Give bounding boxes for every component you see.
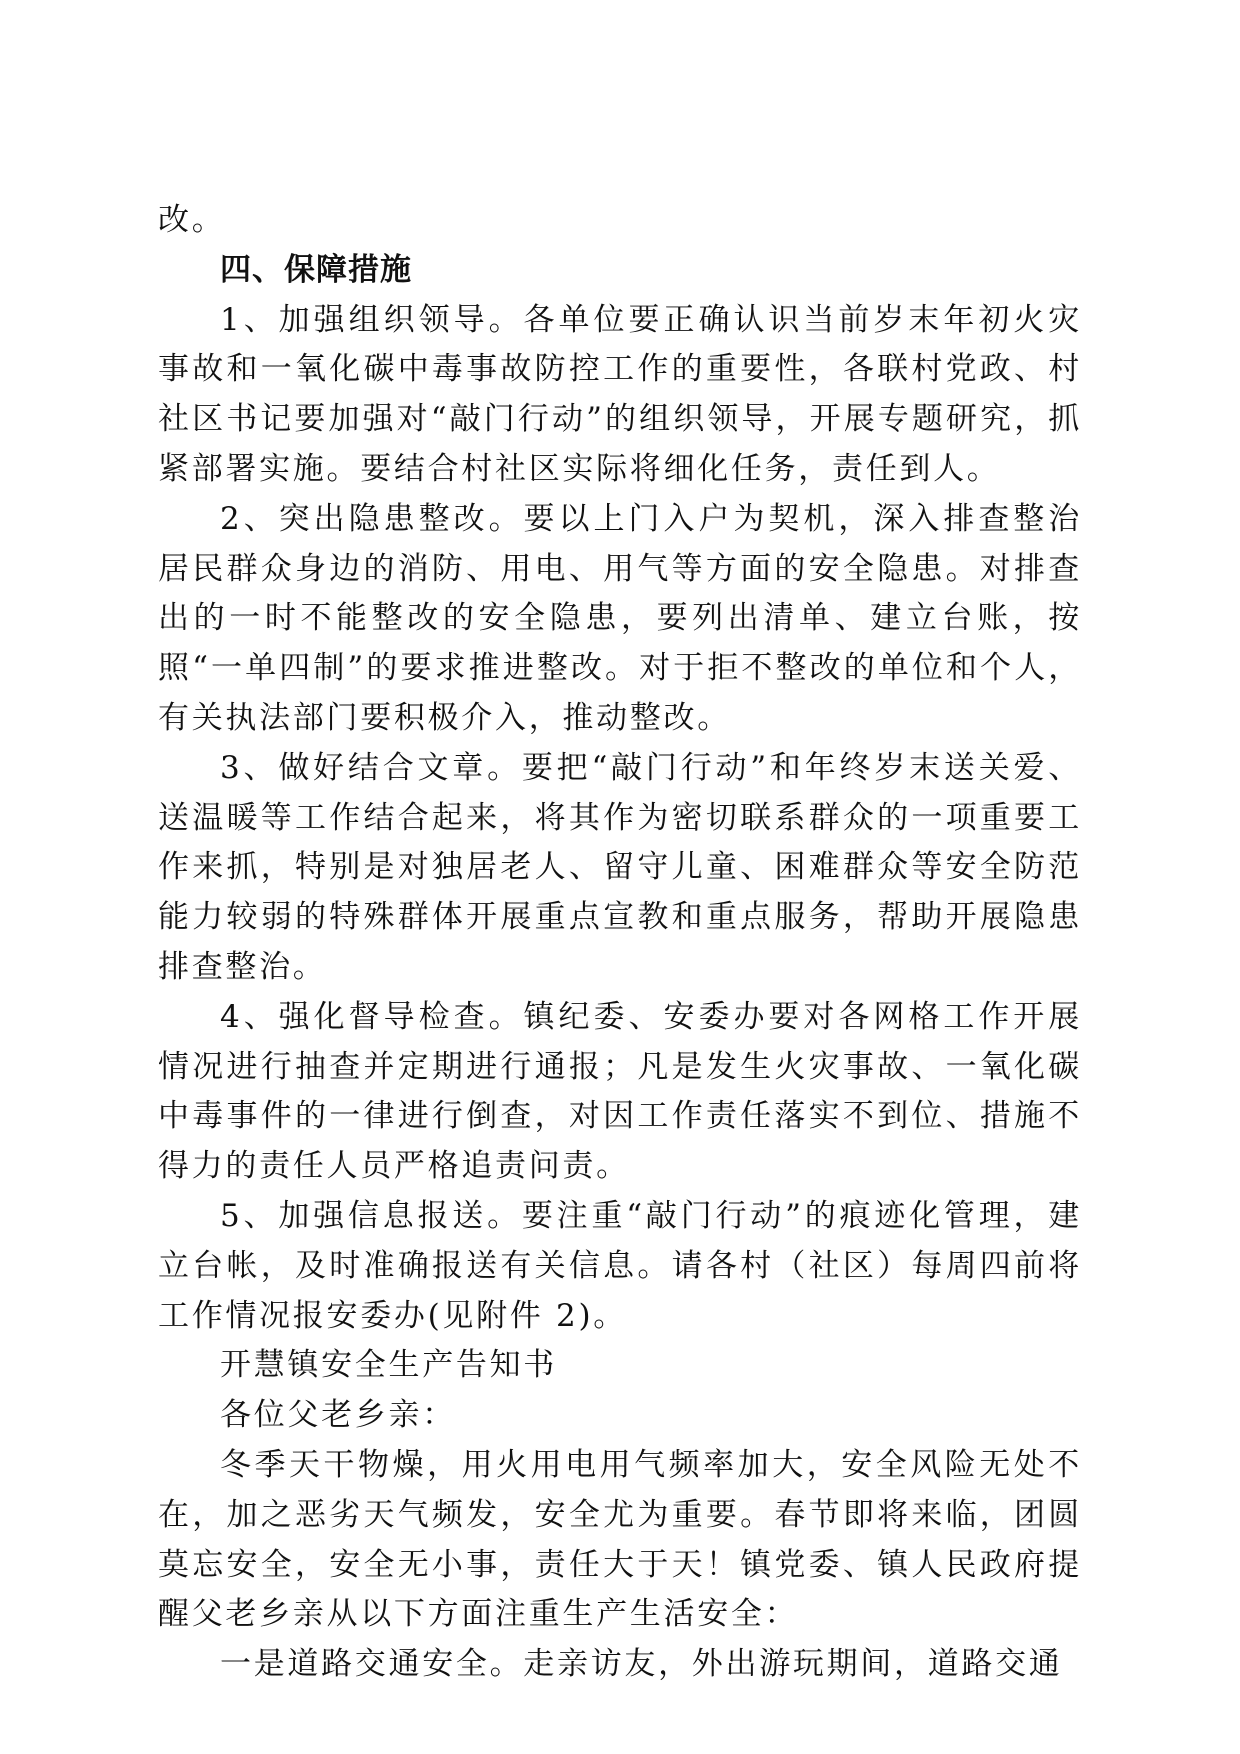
paragraph-hazard-rectification: 2、突出隐患整改。要以上门入户为契机，深入排查整治居民群众身边的消防、用电、用气等方面的安全隐患。对排查出的一时不能整改的安全隐患，要列出清单、建立台账，按照“一单四制”的要求推进整改。对于拒不整改的单位和个人，有关执法部门要积极介入，推动整改。 xyxy=(158,500,1082,736)
continuation-text: 改。 xyxy=(158,202,226,238)
document-page xyxy=(158,196,1082,1690)
paragraph-organization-leadership: 1、加强组织领导。各单位要正确认识当前岁末年初火灾事故和一氧化碳中毒事故防控工作的重要性，各联村党政、村社区书记要加强对“敲门行动”的组织领导，开展专题研究，抓紧部署实施。要结合村社区实际将细化任务，责任到人。 xyxy=(158,301,1082,487)
paragraph-information-reporting: 5、加强信息报送。要注重“敲门行动”的痕迹化管理，建立台帐，及时准确报送有关信息。请各村（社区）每周四前将工作情况报安委办(见附件 2)。 xyxy=(158,1197,1082,1334)
notice-title: 开慧镇安全生产告知书 xyxy=(220,1347,557,1384)
section-heading: 四、保障措施 xyxy=(220,251,412,288)
notice-salutation: 各位父老乡亲： xyxy=(220,1397,456,1434)
notice-paragraph-traffic-safety: 一是道路交通安全。走亲访友，外出游玩期间，道路交通 xyxy=(220,1646,1063,1683)
paragraph-supervision-inspection: 4、强化督导检查。镇纪委、安委办要对各网格工作开展情况进行抽查并定期进行通报；凡是发生火灾事故、一氧化碳中毒事件的一律进行倒查，对因工作责任落实不到位、措施不得力的责任人员严格追责问责。 xyxy=(158,998,1082,1185)
paragraph-combination-work: 3、做好结合文章。要把“敲门行动”和年终岁末送关爱、送温暖等工作结合起来，将其作为密切联系群众的一项重要工作来抓，特别是对独居老人、留守儿童、困难群众等安全防范能力较弱的特殊群体开展重点宣教和重点服务，帮助开展隐患排查整治。 xyxy=(158,749,1082,985)
notice-paragraph-intro: 冬季天干物燥，用火用电用气频率加大，安全风险无处不在，加之恶劣天气频发，安全尤为重要。春节即将来临，团圆莫忘安全，安全无小事，责任大于天！镇党委、镇人民政府提醒父老乡亲从以下方面注重生产生活安全： xyxy=(158,1446,1082,1633)
